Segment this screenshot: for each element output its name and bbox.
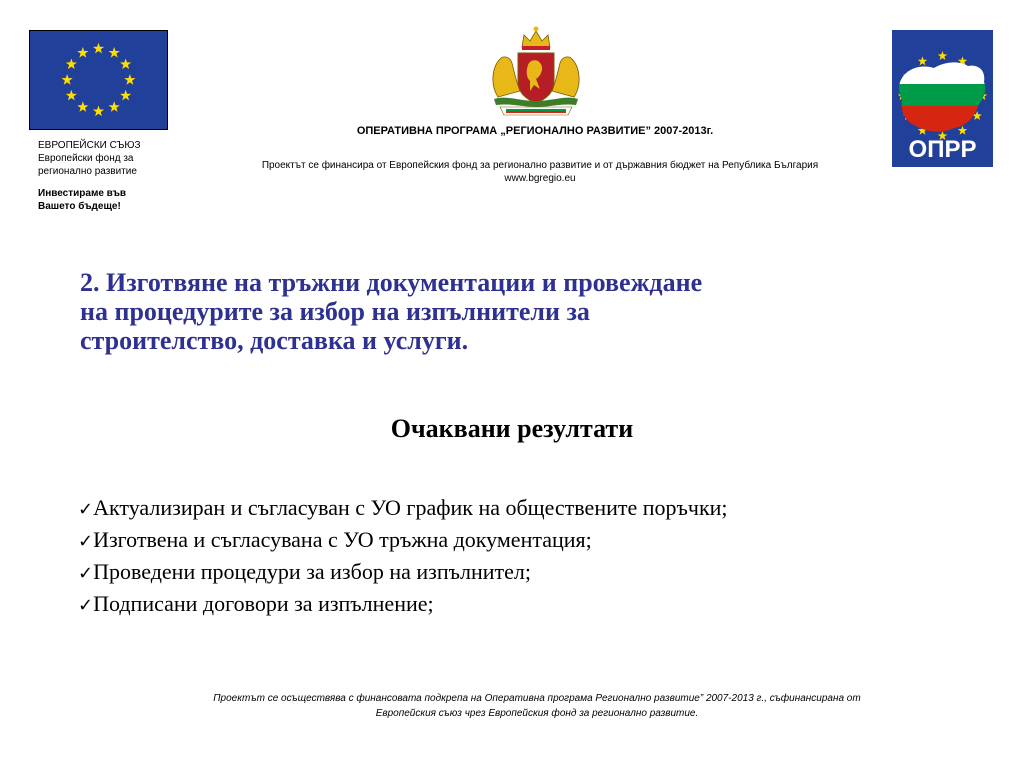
eu-flag-graphic [30,31,167,129]
eu-slogan-line-1: Инвестираме във [38,188,127,199]
footer-line-2: Европейския съюз чрез Европейския фонд за регионално развитие. [375,708,699,719]
eu-flag-icon [29,30,168,130]
checkmark-icon: ✓ [78,563,94,584]
eu-fund-label-2: регионално развитие [38,166,137,177]
results-list-item [78,525,978,557]
section-heading [80,268,960,355]
results-list [78,493,978,621]
coat-of-arms-graphic [476,25,596,117]
result-text: Актуализиран и съгласуван с УО график на обществените поръчки; [93,495,728,520]
checkmark-icon: ✓ [78,531,94,552]
checkmark-icon: ✓ [78,499,94,520]
oprr-logo-graphic [892,30,993,167]
program-funding-block [200,159,880,185]
bulgarian-coat-of-arms-icon [476,25,596,117]
eu-text-block [38,139,198,213]
result-text: Подписани договори за изпълнение; [93,591,434,616]
footer-note [90,691,984,721]
section-heading-line-1: 2. Изготвяне на тръжни документации и провеждане [80,268,703,297]
eu-union-label: ЕВРОПЕЙСКИ СЪЮЗ [38,140,141,151]
result-text: Проведени процедури за избор на изпълнител; [93,559,531,584]
results-list-item [78,557,978,589]
expected-results-title: Очаквани резултати [390,414,634,443]
results-list-item [78,589,978,621]
section-heading-line-3: строителство, доставка и услуги. [80,326,469,355]
eu-slogan [38,187,198,213]
result-text: Изготвена и съгласувана с УО тръжна документация; [93,527,592,552]
oprr-logo-icon [892,30,993,167]
section-heading-line-2: на процедурите за избор на изпълнители за [80,297,590,326]
program-title: ОПЕРАТИВНА ПРОГРАМА „РЕГИОНАЛНО РАЗВИТИЕ” 2007-2013г. [356,125,714,137]
footer-line-1: Проектът се осъществява с финансовата подкрепа на Оперативна програма Регионално развитие” 2007-2013 г., съфинансирана от [213,693,861,704]
website-link[interactable]: www.bgregio.eu [504,173,576,184]
results-list-item [78,493,978,525]
checkmark-icon: ✓ [78,595,94,616]
eu-slogan-line-2: Вашето бъдеще! [38,201,121,212]
oprr-logo-text: ОПРР [908,136,977,163]
funding-line: Проектът се финансира от Европейския фонд за регионално развитие и от държавния бюджет на Република България [261,160,819,171]
eu-fund-label-1: Европейски фонд за [38,153,134,164]
